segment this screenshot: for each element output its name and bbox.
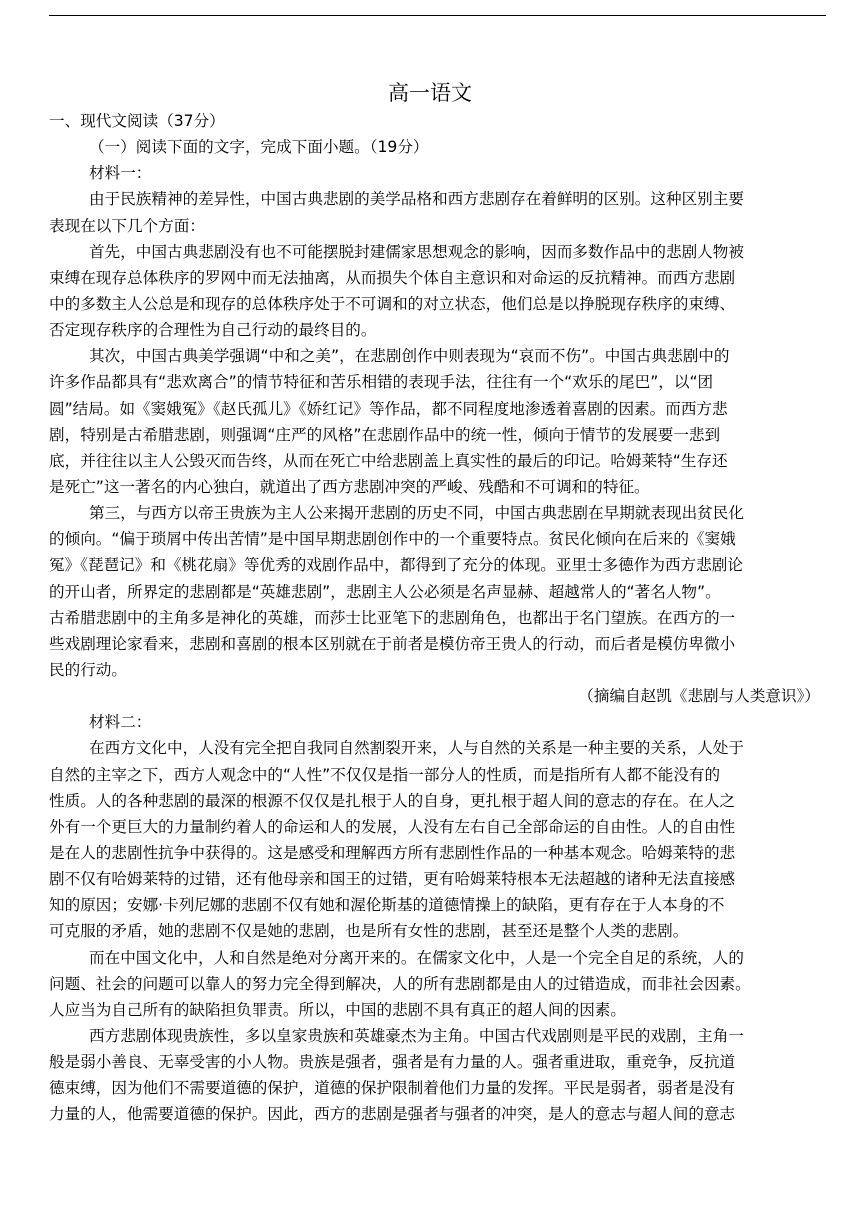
text-line: 问题、社会的问题可以靠人的努力完全得到解决，人的所有悲剧都是由人的过错造成，而非社会因素。 <box>49 974 751 993</box>
text-line: 性质。人的各种悲剧的最深的根源不仅仅是扎根于人的自身，更扎根于超人间的意志的存在。在人之 <box>49 791 736 810</box>
text-line: 可克服的矛盾，她的悲剧不仅是她的悲剧，也是所有女性的悲剧，甚至还是整个人类的悲剧。 <box>49 922 689 941</box>
text-line: 的开山者，所界定的悲剧都是“英雄悲剧”，悲剧主人公必须是名声显赫、超越常人的“著名人物”。 <box>49 582 721 601</box>
text-line: 而在中国文化中，人和自然是绝对分离开来的。在儒家文化中，人是一个完全自足的系统，人的 <box>89 948 744 967</box>
text-line: 表现在以下几个方面： <box>49 216 205 235</box>
text-line: 是死亡”这一著名的内心独白，就道出了西方悲剧冲突的严峻、残酷和不可调和的特征。 <box>49 477 650 496</box>
text-line: 些戏剧理论家看来，悲剧和喜剧的根本区别就在于前者是模仿帝王贵人的行动，而后者是模仿卑微小 <box>49 634 736 653</box>
section-heading: 一、现代文阅读（37分） <box>49 112 225 130</box>
text-line: 知的原因；安娜·卡列尼娜的悲剧不仅有她和渥伦斯基的道德情操上的缺陷，更有存在于人本身的不 <box>49 896 725 915</box>
text-line: 西方悲剧体现贵族性，多以皇家贵族和英雄豪杰为主角。中国古代戏剧则是平民的戏剧，主角一 <box>89 1026 744 1045</box>
text-line: 由于民族精神的差异性，中国古典悲剧的美学品格和西方悲剧存在着鲜明的区别。这种区别主要 <box>89 190 744 209</box>
text-line: 否定现存秩序的合理性为自己行动的最终目的。 <box>49 321 377 340</box>
page-title: 高一语文 <box>388 81 472 105</box>
text-line: 德束缚，因为他们不需要道德的保护，道德的保护限制着他们力量的发挥。平民是弱者，弱者是没有 <box>49 1079 736 1098</box>
material-label: 材料二： <box>89 713 152 732</box>
text-line: 自然的主宰之下，西方人观念中的“人性”不仅仅是指一部分人的性质，而是指所有人都不能没有的 <box>49 765 721 784</box>
text-line: 其次，中国古典美学强调“中和之美”，在悲剧创作中则表现为“哀而不伤”。中国古典悲剧中的 <box>89 347 730 366</box>
text-line: 许多作品都具有“悲欢离合”的情节特征和苦乐相错的表现手法，往往有一个“欢乐的尾巴”，以“团 <box>49 373 714 392</box>
source-citation: （摘编自赵凯《悲剧与人类意识》） <box>578 687 820 706</box>
text-line: 在西方文化中，人没有完全把自我同自然割裂开来，人与自然的关系是一种主要的关系，人处于 <box>89 739 744 758</box>
document-body <box>49 108 826 1127</box>
text-line: 是在人的悲剧性抗争中获得的。这是感受和理解西方所有悲剧性作品的一种基本观念。哈姆莱特的悲 <box>49 843 736 862</box>
header-rule <box>49 15 826 16</box>
text-line: 冤》《琵琶记》和《桃花扇》等优秀的戏剧作品中，都得到了充分的体现。亚里士多德作为西方悲剧论 <box>49 556 743 575</box>
text-line: 民的行动。 <box>49 660 127 679</box>
text-line: 外有一个更巨大的力量制约着人的命运和人的发展，人没有左右自己全部命运的自由性。人的自由性 <box>49 817 736 836</box>
text-line: 人应当为自己所有的缺陷担负罪责。所以，中国的悲剧不具有真正的超人间的因素。 <box>49 1000 626 1019</box>
question-instruction: （一）阅读下面的文字，完成下面小题。（19分） <box>89 138 429 157</box>
material-label: 材料一： <box>89 164 152 183</box>
text-line: 底，并往往以主人公毁灭而告终，从而在死亡中给悲剧盖上真实性的最后的印记。哈姆莱特“生存还 <box>49 451 728 470</box>
text-line: 首先，中国古典悲剧没有也不可能摆脱封建儒家思想观念的影响，因而多数作品中的悲剧人物被 <box>89 242 744 261</box>
text-line: 剧，特别是古希腊悲剧，则强调“庄严的风格”在悲剧作品中的统一性，倾向于情节的发展要一悲到 <box>49 425 721 444</box>
text-line: 力量的人，他需要道德的保护。因此，西方的悲剧是强者与强者的冲突，是人的意志与超人间的意志 <box>49 1105 736 1124</box>
text-line: 圆”结局。如《窦娥冤》《赵氏孤儿》《娇红记》等作品，都不同程度地渗透着喜剧的因素。而西方悲 <box>49 399 728 418</box>
text-line: 剧不仅有哈姆莱特的过错，还有他母亲和国王的过错，更有哈姆莱特根本无法超越的诸种无法直接感 <box>49 870 736 889</box>
text-line: 的倾向。“偏于琐屑中传出苦情”是中国早期悲剧创作中的一个重要特点。贫民化倾向在后来的《窦娥 <box>49 530 736 549</box>
text-line: 第三，与西方以帝王贵族为主人公来揭开悲剧的历史不同，中国古典悲剧在早期就表现出贫民化 <box>89 504 744 523</box>
text-line: 般是弱小善良、无辜受害的小人物。贵族是强者，强者是有力量的人。强者重进取，重竞争，反抗道 <box>49 1053 736 1072</box>
text-line: 古希腊悲剧中的主角多是神化的英雄，而莎士比亚笔下的悲剧角色，也都出于名门望族。在西方的一 <box>49 608 736 627</box>
text-line: 中的多数主人公总是和现存的总体秩序处于不可调和的对立状态，他们总是以挣脱现存秩序的束缚、 <box>49 294 736 313</box>
text-line: 束缚在现存总体秩序的罗网中而无法抽离，从而损失个体自主意识和对命运的反抗精神。而西方悲剧 <box>49 268 736 287</box>
